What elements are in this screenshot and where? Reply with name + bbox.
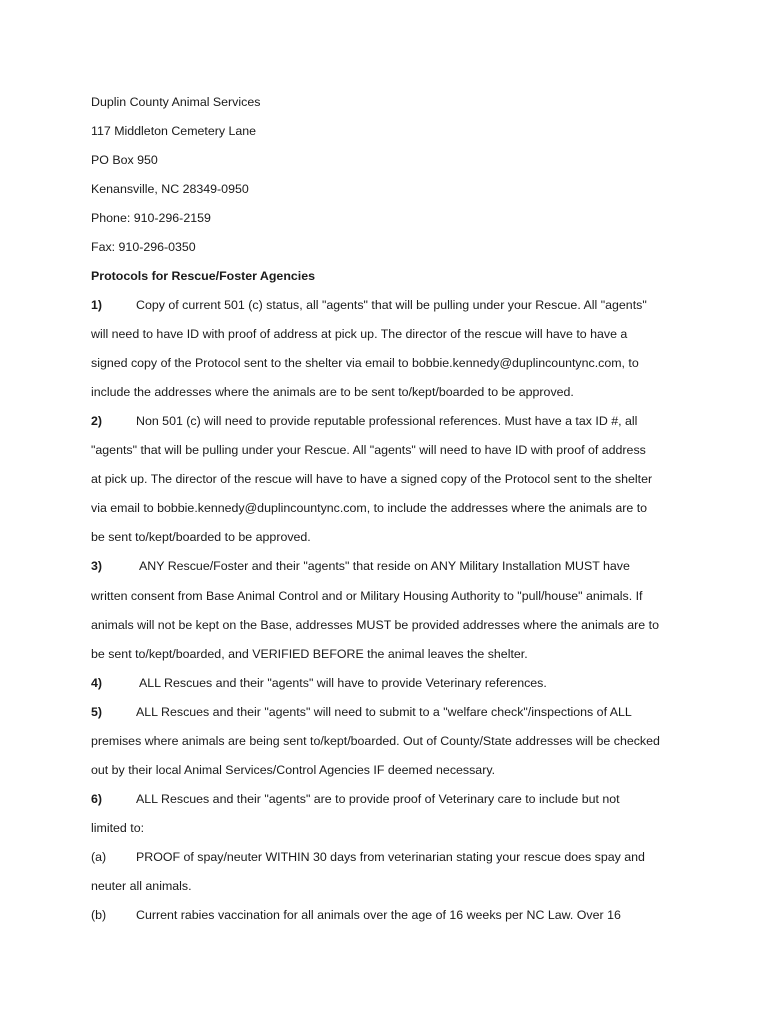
org-name: Duplin County Animal Services xyxy=(91,95,261,109)
item-text: "agents" that will be pulling under your Rescue. All "agents" will need to have ID with proof of address xyxy=(91,443,646,457)
item-text: Copy of current 501 (c) status, all "agents" that will be pulling under your Rescue. All "agents" xyxy=(136,298,647,312)
city-state-zip: Kenansville, NC 28349-0950 xyxy=(91,182,249,196)
item-text: via email to bobbie.kennedy@duplincountync.com, to include the addresses where the animals are to xyxy=(91,501,648,515)
item-number: 2) xyxy=(91,414,103,428)
item-text: include the addresses where the animals are to be sent to/kept/boarded to be approved. xyxy=(91,385,574,399)
item-text: ALL Rescues and their "agents" are to provide proof of Veterinary care to include but not xyxy=(136,792,620,806)
subitem-text: PROOF of spay/neuter WITHIN 30 days from veterinarian stating your rescue does spay and xyxy=(136,850,645,864)
item-number: 5) xyxy=(91,705,103,719)
subitem-text: neuter all animals. xyxy=(91,879,192,893)
item-text: limited to: xyxy=(91,821,145,835)
item-number: 4) xyxy=(91,676,103,690)
item-text: will need to have ID with proof of address at pick up. The director of the rescue will have to have a xyxy=(91,327,628,341)
subitem-text: Current rabies vaccination for all animals over the age of 16 weeks per NC Law. Over 16 xyxy=(136,908,621,922)
item-text: ALL Rescues and their "agents" will need to submit to a "welfare check"/inspections of ALL xyxy=(136,705,632,719)
item-text: at pick up. The director of the rescue will have to have a signed copy of the Protocol sent to the shelter xyxy=(91,472,653,486)
item-number: 3) xyxy=(91,559,103,573)
item-text: out by their local Animal Services/Control Agencies IF deemed necessary. xyxy=(91,763,496,777)
phone-number: Phone: 910-296-2159 xyxy=(91,211,211,225)
item-text: written consent from Base Animal Control and or Military Housing Authority to "pull/house" animals. If xyxy=(91,589,643,603)
subitem-label: (b) xyxy=(91,908,107,922)
item-number: 1) xyxy=(91,298,103,312)
item-text: Non 501 (c) will need to provide reputable professional references. Must have a tax ID #, all xyxy=(136,414,638,428)
street-address: 117 Middleton Cemetery Lane xyxy=(91,124,257,138)
item-text: ALL Rescues and their "agents" will have to provide Veterinary references. xyxy=(139,676,547,690)
po-box: PO Box 950 xyxy=(91,153,158,167)
fax-number: Fax: 910-296-0350 xyxy=(91,240,196,254)
item-number: 6) xyxy=(91,792,103,806)
item-text: be sent to/kept/boarded to be approved. xyxy=(91,530,311,544)
protocols-heading: Protocols for Rescue/Foster Agencies xyxy=(91,269,316,283)
item-text: premises where animals are being sent to/kept/boarded. Out of County/State addresses will be checked xyxy=(91,734,660,748)
item-text: signed copy of the Protocol sent to the shelter via email to bobbie.kennedy@duplincountync.com, to xyxy=(91,356,639,370)
subitem-label: (a) xyxy=(91,850,107,864)
item-text: ANY Rescue/Foster and their "agents" that reside on ANY Military Installation MUST have xyxy=(139,559,630,573)
item-text: animals will not be kept on the Base, addresses MUST be provided addresses where the animals are to xyxy=(91,618,659,632)
item-text: be sent to/kept/boarded, and VERIFIED BEFORE the animal leaves the shelter. xyxy=(91,647,528,661)
